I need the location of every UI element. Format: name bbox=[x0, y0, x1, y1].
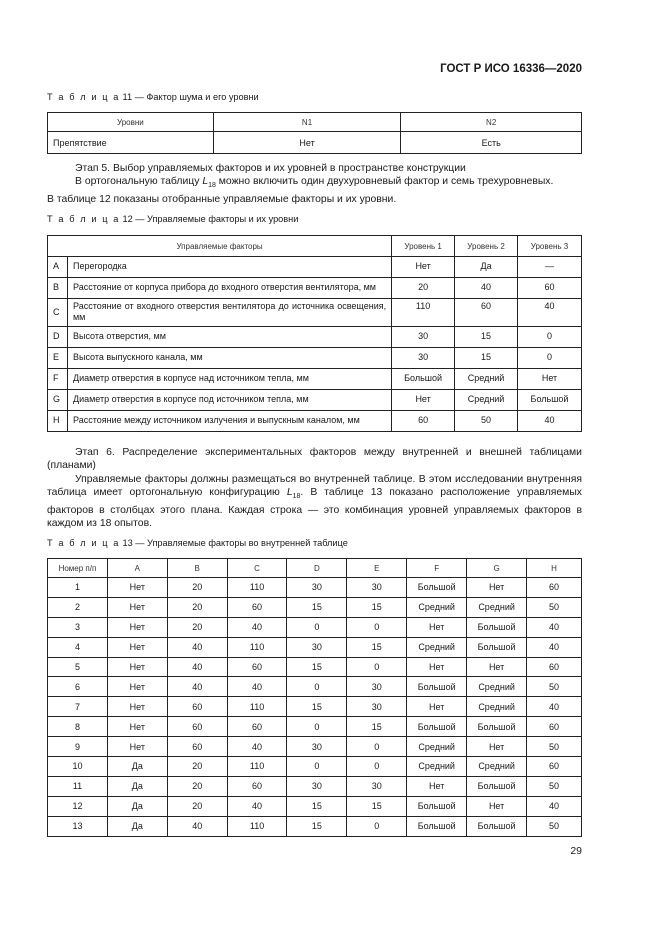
table-cell: 60 bbox=[527, 578, 582, 598]
table-row bbox=[48, 410, 582, 431]
table-cell: Есть bbox=[401, 132, 582, 154]
table-cell: 50 bbox=[527, 776, 582, 796]
table-cell: 40 bbox=[167, 677, 227, 697]
table-cell: 12 bbox=[48, 796, 108, 816]
paragraph-stage5 bbox=[47, 162, 582, 206]
table-cell: Большой bbox=[407, 816, 467, 836]
table-cell: Нет bbox=[392, 389, 455, 410]
table-row bbox=[48, 257, 582, 278]
table-cell: C bbox=[48, 299, 68, 327]
table-cell: 0 bbox=[518, 347, 582, 368]
table-cell: 40 bbox=[167, 816, 227, 836]
table-cell: 0 bbox=[287, 677, 347, 697]
table-cell: Большой bbox=[407, 677, 467, 697]
table-cell: Большой bbox=[407, 578, 467, 598]
table-cell: 50 bbox=[527, 597, 582, 617]
table-cell: Да bbox=[107, 796, 167, 816]
table-cell: Нет bbox=[107, 717, 167, 737]
table-cell: 0 bbox=[287, 757, 347, 777]
table-cell: 6 bbox=[48, 677, 108, 697]
table-cell: 30 bbox=[287, 776, 347, 796]
table-cell: 40 bbox=[227, 796, 287, 816]
table-cell: Нет bbox=[107, 637, 167, 657]
table-cell: 15 bbox=[347, 796, 407, 816]
page-number: 29 bbox=[570, 845, 582, 857]
table-cell: 40 bbox=[227, 677, 287, 697]
table-header-row bbox=[48, 559, 582, 578]
table-cell: Расстояние от корпуса прибора до входного отверстия вентилятора, мм bbox=[67, 278, 391, 299]
paragraph-line: В ортогональную таблицу $L_{18}$ можно включить один двухуровневый фактор и семь трехуровневых. bbox=[75, 176, 554, 190]
table-cell: Нет bbox=[467, 796, 527, 816]
table-cell: 60 bbox=[227, 776, 287, 796]
table-cell: 30 bbox=[287, 737, 347, 757]
table-cell: F bbox=[48, 368, 68, 389]
table-cell: Нет bbox=[107, 578, 167, 598]
table-cell: 20 bbox=[392, 278, 455, 299]
table-cell: Нет bbox=[107, 657, 167, 677]
table-cell: 40 bbox=[518, 299, 582, 327]
table-cell: 15 bbox=[287, 597, 347, 617]
table-cell: 110 bbox=[227, 816, 287, 836]
table-cell: 20 bbox=[167, 757, 227, 777]
document-id: ГОСТ Р ИСО 16336—2020 bbox=[440, 63, 582, 75]
table-cell: 110 bbox=[227, 757, 287, 777]
table-cell: 9 bbox=[48, 737, 108, 757]
table-row bbox=[48, 816, 582, 836]
table-cell: 20 bbox=[167, 578, 227, 598]
table-cell: 15 bbox=[287, 697, 347, 717]
table-cell: 2 bbox=[48, 597, 108, 617]
table-cell: Нет bbox=[407, 776, 467, 796]
table-cell: 60 bbox=[227, 717, 287, 737]
table-cell: 50 bbox=[527, 737, 582, 757]
table-cell: Средний bbox=[467, 677, 527, 697]
table-cell: 0 bbox=[347, 816, 407, 836]
header-cell: Номер п/п bbox=[48, 559, 108, 578]
table-cell: 0 bbox=[347, 737, 407, 757]
table-cell: Нет bbox=[467, 737, 527, 757]
header-cell: H bbox=[527, 559, 582, 578]
table-cell: Средний bbox=[407, 637, 467, 657]
table-cell: 60 bbox=[392, 410, 455, 431]
table-cell: Большой bbox=[407, 796, 467, 816]
table-cell: Большой bbox=[467, 776, 527, 796]
table-cell: Диаметр отверстия в корпусе над источником тепла, мм bbox=[67, 368, 391, 389]
table-row bbox=[48, 578, 582, 598]
table-cell: Высота отверстия, мм bbox=[67, 326, 391, 347]
table11-caption: Т а б л и ц а 11 — Фактор шума и его уровни bbox=[47, 92, 259, 102]
table-cell: 0 bbox=[287, 617, 347, 637]
table-cell: 40 bbox=[527, 617, 582, 637]
table-cell: 15 bbox=[287, 657, 347, 677]
table-cell: 1 bbox=[48, 578, 108, 598]
header-cell: Управляемые факторы bbox=[48, 236, 392, 257]
table-cell: 0 bbox=[347, 757, 407, 777]
table-cell: 11 bbox=[48, 776, 108, 796]
table-cell: Средний bbox=[467, 697, 527, 717]
table-cell: B bbox=[48, 278, 68, 299]
table-cell: 15 bbox=[287, 796, 347, 816]
header-cell: Уровни bbox=[48, 113, 214, 132]
table-cell: Перегородка bbox=[67, 257, 391, 278]
table-cell: 50 bbox=[527, 677, 582, 697]
table-row bbox=[48, 597, 582, 617]
table-cell: 7 bbox=[48, 697, 108, 717]
header-cell: E bbox=[347, 559, 407, 578]
table-cell: Высота выпускного канала, мм bbox=[67, 347, 391, 368]
table-cell: 30 bbox=[347, 776, 407, 796]
table-row bbox=[48, 717, 582, 737]
table-header-row bbox=[48, 236, 582, 257]
table-cell: 110 bbox=[227, 637, 287, 657]
table-cell: 30 bbox=[287, 578, 347, 598]
table-cell: 40 bbox=[527, 697, 582, 717]
table-cell: 110 bbox=[227, 697, 287, 717]
table-cell: E bbox=[48, 347, 68, 368]
header-cell: Уровень 1 bbox=[392, 236, 455, 257]
table-cell: 60 bbox=[167, 717, 227, 737]
table-cell: 5 bbox=[48, 657, 108, 677]
table-cell: Нет bbox=[407, 697, 467, 717]
table-cell: 40 bbox=[167, 657, 227, 677]
table-row bbox=[48, 637, 582, 657]
table-row bbox=[48, 299, 582, 327]
table-row bbox=[48, 132, 582, 154]
table-cell: Большой bbox=[518, 389, 582, 410]
table-cell: Да bbox=[455, 257, 518, 278]
table-cell: 40 bbox=[227, 737, 287, 757]
paragraph: Этап 6. Распределение экспериментальных факторов между внутренней и внешней таблицами (планами) bbox=[47, 447, 582, 472]
table12 bbox=[47, 235, 582, 432]
header-cell: B bbox=[167, 559, 227, 578]
table12-caption: Т а б л и ц а 12 — Управляемые факторы и их уровни bbox=[47, 214, 299, 224]
table-row bbox=[48, 347, 582, 368]
table-cell: Нет bbox=[107, 617, 167, 637]
table-cell: Нет bbox=[107, 737, 167, 757]
table-cell: Диаметр отверстия в корпусе под источником тепла, мм bbox=[67, 389, 391, 410]
header-cell: A bbox=[107, 559, 167, 578]
table-cell: Большой bbox=[407, 717, 467, 737]
table-cell: Нет bbox=[467, 578, 527, 598]
table-cell: 20 bbox=[167, 776, 227, 796]
table-row bbox=[48, 278, 582, 299]
table-cell: Нет bbox=[467, 657, 527, 677]
header-cell: F bbox=[407, 559, 467, 578]
table-cell: Препятствие bbox=[48, 132, 214, 154]
table-cell: Средний bbox=[467, 597, 527, 617]
table-cell: Расстояние от входного отверстия вентилятора до источника освещения, мм bbox=[67, 299, 391, 327]
table-cell: 0 bbox=[518, 326, 582, 347]
table-cell: Средний bbox=[407, 597, 467, 617]
table-cell: 110 bbox=[227, 578, 287, 598]
table-cell: Средний bbox=[467, 757, 527, 777]
header-cell: N2 bbox=[401, 113, 582, 132]
table-row bbox=[48, 697, 582, 717]
table-cell: 30 bbox=[347, 578, 407, 598]
table-cell: 60 bbox=[527, 657, 582, 677]
table-cell: Большой bbox=[467, 637, 527, 657]
table-cell: Большой bbox=[467, 617, 527, 637]
table-cell: 0 bbox=[287, 717, 347, 737]
table-row bbox=[48, 677, 582, 697]
table-row bbox=[48, 326, 582, 347]
table-cell: 30 bbox=[347, 697, 407, 717]
paragraph: Управляемые факторы должны размещаться во внутренней таблице. В этом исследовании внутренняя таблица имеет ортогональную конфигурацию $L_{18}$. В таблице 13 показано расположение управляемых факторов в столбцах этого плана. Каждая строка — это комбинация уровней управляемых факторов в каждом из 18 опытов. bbox=[47, 473, 582, 530]
paragraph-line: В таблице 12 показаны отобранные управляемые факторы и их уровни. bbox=[47, 193, 397, 205]
table-cell: 40 bbox=[167, 637, 227, 657]
table13-caption: Т а б л и ц а 13 — Управляемые факторы во внутренней таблице bbox=[47, 538, 348, 548]
header-cell: C bbox=[227, 559, 287, 578]
table-cell: 50 bbox=[527, 816, 582, 836]
table-cell: 15 bbox=[287, 816, 347, 836]
table-row bbox=[48, 796, 582, 816]
table-cell: 40 bbox=[527, 796, 582, 816]
table-cell: Да bbox=[107, 757, 167, 777]
table11 bbox=[47, 112, 582, 154]
table-cell: 40 bbox=[227, 617, 287, 637]
table-cell: 15 bbox=[347, 597, 407, 617]
table-cell: 15 bbox=[455, 326, 518, 347]
table-cell: A bbox=[48, 257, 68, 278]
table-cell: 0 bbox=[347, 657, 407, 677]
table-cell: 30 bbox=[392, 347, 455, 368]
table-cell: Большой bbox=[467, 717, 527, 737]
table-cell: Средний bbox=[455, 389, 518, 410]
table-cell: Средний bbox=[407, 757, 467, 777]
table-row bbox=[48, 757, 582, 777]
table-cell: 40 bbox=[527, 637, 582, 657]
header-cell: N1 bbox=[213, 113, 401, 132]
table-row bbox=[48, 389, 582, 410]
table-cell: 60 bbox=[167, 737, 227, 757]
table-cell: 20 bbox=[167, 597, 227, 617]
table-cell: — bbox=[518, 257, 582, 278]
table-cell: 8 bbox=[48, 717, 108, 737]
table-cell: 0 bbox=[347, 617, 407, 637]
table-cell: 40 bbox=[518, 410, 582, 431]
header-cell: Уровень 3 bbox=[518, 236, 582, 257]
table-cell: 20 bbox=[167, 796, 227, 816]
table-cell: 4 bbox=[48, 637, 108, 657]
table-cell: Да bbox=[107, 816, 167, 836]
table-cell: Нет bbox=[213, 132, 401, 154]
table-cell: Средний bbox=[455, 368, 518, 389]
table-cell: Нет bbox=[107, 677, 167, 697]
header-cell: G bbox=[467, 559, 527, 578]
table-cell: 15 bbox=[347, 637, 407, 657]
table-cell: Средний bbox=[407, 737, 467, 757]
table-cell: 13 bbox=[48, 816, 108, 836]
table-cell: Нет bbox=[392, 257, 455, 278]
table-cell: 60 bbox=[527, 717, 582, 737]
table13 bbox=[47, 558, 582, 837]
table-cell: G bbox=[48, 389, 68, 410]
table-cell: H bbox=[48, 410, 68, 431]
table-cell: 30 bbox=[347, 677, 407, 697]
paragraph-line: Этап 5. Выбор управляемых факторов и их уровней в пространстве конструкции bbox=[75, 163, 466, 174]
table-cell: 40 bbox=[455, 278, 518, 299]
table-cell: 60 bbox=[518, 278, 582, 299]
table-cell: 50 bbox=[455, 410, 518, 431]
table-cell: Нет bbox=[518, 368, 582, 389]
table-cell: 20 bbox=[167, 617, 227, 637]
table-cell: D bbox=[48, 326, 68, 347]
table-cell: 110 bbox=[392, 299, 455, 327]
table-cell: Нет bbox=[107, 597, 167, 617]
table-header-row bbox=[48, 113, 582, 132]
table-cell: Расстояние между источником излучения и выпускным каналом, мм bbox=[67, 410, 391, 431]
table-cell: 15 bbox=[455, 347, 518, 368]
table-cell: 3 bbox=[48, 617, 108, 637]
table-cell: 60 bbox=[455, 299, 518, 327]
table-cell: Нет bbox=[407, 617, 467, 637]
table-row bbox=[48, 776, 582, 796]
table-cell: 30 bbox=[392, 326, 455, 347]
table-cell: 60 bbox=[227, 657, 287, 677]
table-cell: Да bbox=[107, 776, 167, 796]
paragraph-stage6 bbox=[47, 446, 582, 531]
table-cell: Большой bbox=[467, 816, 527, 836]
table-cell: Нет bbox=[107, 697, 167, 717]
table-cell: 10 bbox=[48, 757, 108, 777]
table-cell: 60 bbox=[227, 597, 287, 617]
table-row bbox=[48, 657, 582, 677]
table-row bbox=[48, 737, 582, 757]
header-cell: D bbox=[287, 559, 347, 578]
table-cell: 60 bbox=[167, 697, 227, 717]
table-row bbox=[48, 617, 582, 637]
table-cell: Нет bbox=[407, 657, 467, 677]
table-cell: 30 bbox=[287, 637, 347, 657]
table-cell: 60 bbox=[527, 757, 582, 777]
table-cell: Большой bbox=[392, 368, 455, 389]
table-row bbox=[48, 368, 582, 389]
header-cell: Уровень 2 bbox=[455, 236, 518, 257]
table-cell: 15 bbox=[347, 717, 407, 737]
